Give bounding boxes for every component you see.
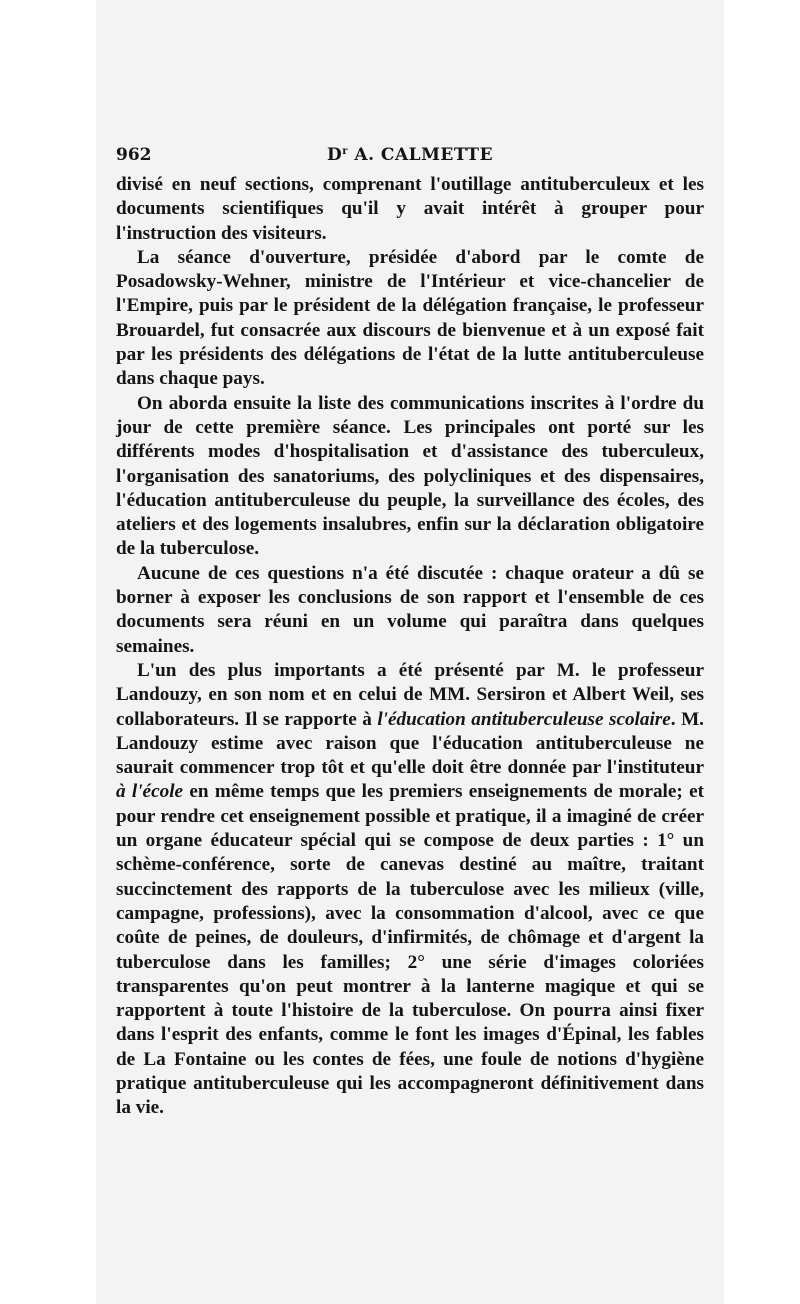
body-text xyxy=(116,173,704,1121)
paragraph-text: L'un des plus importants a été présenté par M. le professeur Landouzy, en son nom et en celui de MM. Sersiron et Albert Weil, ses collaborateurs. Il se rapporte à xyxy=(116,659,704,730)
running-title xyxy=(116,145,704,165)
running-header xyxy=(116,141,704,171)
paragraph xyxy=(116,173,704,246)
paragraph xyxy=(116,392,704,562)
paragraph-text: en même temps que les premiers enseignements de morale; et pour rendre cet enseignement possible et pratique, il a imaginé de créer un organe éducateur spécial qui se compose de deux parties : 1° un schème-conférence, sorte de canevas destiné au maître, traitant succinctement des rapports de la tuberculose avec les milieux (ville, campagne, professions), avec la consommation d'alcool, avec ce que coûte de peines, de douleurs, d'infirmités, de chômage et d'argent la tuberculose dans les familles; 2° une série d'images coloriées transparentes qu'on peut montrer à la lanterne magique et qui se rapportent à toute l'histoire de la tuberculose. On pourra ainsi fixer dans l'esprit des enfants, comme le font les images d'Épinal, les fables de La Fontaine ou les contes de fées, une foule de notions d'hygiène pratique antituberculeuse qui les accompagneront définitivement dans la vie. xyxy=(116,781,705,1119)
author-prefix: D xyxy=(326,145,343,165)
paragraph-text: Aucune de ces questions n'a été discutée : chaque orateur a dû se borner à exposer les conclusions de son rapport et l'ensemble de ces documents sera réuni en un volume qui paraîtra dans quelques semaines. xyxy=(116,562,704,657)
paragraph xyxy=(116,659,704,1121)
paragraph xyxy=(116,246,704,392)
author-superscript: r xyxy=(342,146,348,157)
italic-text: l'éducation antituberculeuse scolaire xyxy=(377,708,671,730)
paragraph-text: . M. Landouzy estime avec raison que l'éducation antituberculeuse ne saurait commencer trop tôt et qu'elle doit être donnée par l'instituteur xyxy=(116,708,704,779)
paragraph-text: On aborda ensuite la liste des communications inscrites à l'ordre du jour de cette première séance. Les principales ont porté sur les différents modes d'hospitalisation et d'assistance des tuberculeux, l'organisation des sanatoriums, des polycliniques et des dispensaires, l'éducation antituberculeuse du peuple, la surveillance des écoles, des ateliers et des logements insalubres, enfin sur la déclaration obligatoire de la tuberculose. xyxy=(116,392,704,560)
paragraph xyxy=(116,562,704,659)
author-name: A. CALMETTE xyxy=(347,145,494,165)
paragraph-text: divisé en neuf sections, comprenant l'outillage antituberculeux et les documents scientifiques qu'il y avait intérêt à grouper pour l'instruction des visiteurs. xyxy=(116,174,704,244)
paragraph-text: La séance d'ouverture, présidée d'abord par le comte de Posadowsky-Wehner, ministre de l'Intérieur et vice-chancelier de l'Empire, puis par le président de la délégation française, le professeur Brouardel, fut consacrée aux discours de bienvenue et à un exposé fait par les présidents des délégations de l'état de la lutte antituberculeuse dans chaque pays. xyxy=(116,246,704,390)
page-number: 962 xyxy=(116,145,152,165)
italic-text: à l'école xyxy=(116,781,184,803)
